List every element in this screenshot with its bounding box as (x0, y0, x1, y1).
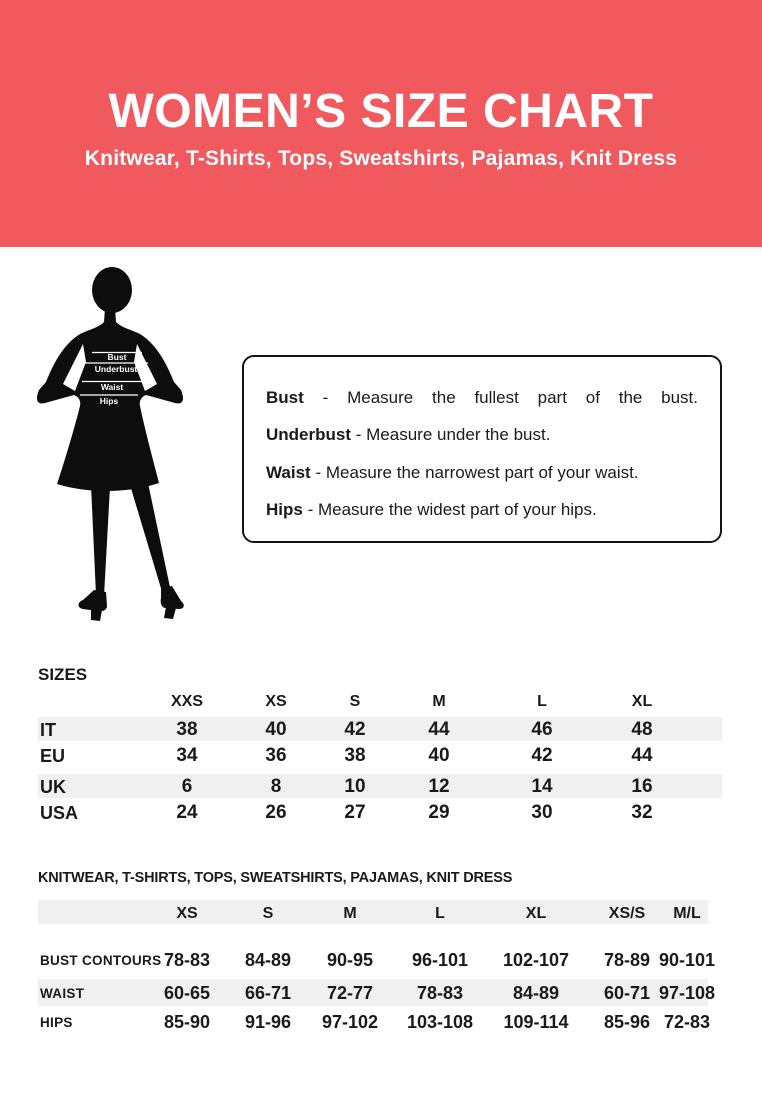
table-cell: 27 (344, 802, 366, 824)
table-cell: 36 (265, 745, 287, 767)
table-cell: 96-101 (411, 950, 469, 970)
table-row-it (38, 715, 722, 743)
measure-line-underbust (266, 416, 698, 453)
table-row-usa (38, 800, 722, 828)
row-label: HIPS (40, 1015, 73, 1030)
page-title: WOMEN’S SIZE CHART (108, 85, 654, 138)
measure-definition: Measure the widest part of your hips. (317, 499, 597, 519)
column-header: L (435, 905, 445, 922)
measure-definition: Measure the narrowest part of your waist. (325, 462, 639, 482)
row-label: WAIST (40, 986, 85, 1001)
column-header: M/L (673, 905, 701, 922)
table-cell: 78-83 (416, 983, 464, 1003)
measure-line-hips (266, 491, 698, 528)
table-row-eu (38, 743, 722, 771)
column-header: L (537, 693, 547, 710)
measure-term: Waist (266, 462, 311, 482)
table-cell: 29 (428, 802, 450, 824)
sizes-table (38, 661, 722, 829)
dash: - (322, 388, 329, 407)
table-row-uk (38, 772, 722, 800)
measure-line-bust (266, 379, 698, 416)
table-cell: 60-65 (163, 983, 211, 1003)
table-cell: 103-108 (406, 1012, 474, 1032)
table-cell: 90-95 (326, 950, 374, 970)
table-cell: 97-108 (658, 983, 716, 1003)
table-cell: 84-89 (512, 983, 560, 1003)
table-cell: 48 (631, 719, 653, 740)
waist-label: Waist (100, 382, 124, 392)
underbust-label: Underbust (94, 364, 138, 374)
table-cell: 32 (631, 802, 653, 824)
column-header: XS (176, 905, 198, 922)
column-header: M (343, 905, 357, 922)
column-header: XS (265, 693, 287, 710)
column-header: XL (525, 905, 547, 922)
table-cell: 60-71 (603, 983, 651, 1003)
dash: - (307, 499, 314, 519)
table-cell: 12 (428, 775, 450, 797)
table-cell: 10 (344, 775, 366, 797)
table-cell: 24 (176, 802, 198, 824)
silhouette-right-heel (164, 607, 176, 619)
row-label: BUST CONTOURS (40, 953, 162, 968)
table-cell: 78-89 (603, 950, 651, 970)
silhouette-right-foot (161, 586, 184, 609)
measurement-guide-box (242, 355, 722, 543)
table-cell: 78-83 (163, 950, 211, 970)
row-label: IT (40, 720, 56, 740)
garment-table (38, 868, 716, 1039)
table-cell: 72-77 (326, 983, 374, 1003)
row-label: UK (40, 776, 66, 797)
measure-line-waist (266, 454, 698, 491)
hips-label: Hips (99, 396, 119, 406)
dash: - (315, 462, 322, 482)
woman-silhouette (28, 258, 188, 630)
table-cell: 85-96 (603, 1012, 651, 1032)
sizes-table-title: SIZES (38, 665, 88, 684)
column-header: M (432, 693, 446, 710)
silhouette-head (92, 267, 132, 313)
table-cell: 42 (531, 745, 553, 767)
table-cell: 8 (270, 775, 282, 797)
table-cell: 85-90 (163, 1012, 211, 1032)
table-cell: 38 (176, 719, 198, 740)
table-cell: 44 (631, 745, 653, 767)
table-cell: 16 (631, 775, 653, 797)
table-cell: 66-71 (244, 983, 292, 1003)
table-cell: 34 (176, 745, 198, 767)
row-label: USA (40, 803, 79, 824)
table-cell: 97-102 (321, 1012, 379, 1032)
measure-term: Hips (266, 499, 303, 519)
table-cell: 40 (428, 745, 450, 767)
column-header: S (262, 905, 274, 922)
column-header: XL (631, 693, 653, 710)
measure-term: Bust (266, 388, 304, 407)
table-cell: 109-114 (503, 1012, 569, 1032)
table-cell: 44 (428, 719, 450, 740)
column-header: S (349, 693, 361, 710)
table-cell: 6 (181, 775, 193, 797)
table-cell: 14 (531, 775, 553, 797)
column-header: XS/S (608, 905, 646, 922)
measure-term: Underbust (266, 425, 351, 445)
header-banner (0, 0, 762, 247)
sizes-header-row (38, 688, 722, 715)
silhouette-left-foot (79, 590, 108, 611)
table-row-waist (38, 977, 716, 1008)
measure-definition: Measure under the bust. (366, 425, 551, 445)
table-cell: 42 (344, 719, 366, 740)
table-cell: 38 (344, 745, 366, 767)
table-cell: 91-96 (244, 1012, 292, 1032)
column-header: XXS (170, 693, 203, 710)
table-cell: 46 (531, 719, 553, 740)
row-label: EU (40, 746, 66, 767)
page-subtitle: Knitwear, T-Shirts, Tops, Sweatshirts, Pajamas, Knit Dress (84, 147, 678, 170)
dash: - (355, 425, 362, 445)
garment-table-title: KNITWEAR, T-SHIRTS, TOPS, SWEATSHIRTS, PAJAMAS, KNIT DRESS (38, 870, 513, 886)
silhouette-right-leg (130, 483, 171, 595)
garment-header-row (38, 898, 708, 926)
table-cell: 26 (265, 802, 287, 824)
silhouette-left-leg (91, 485, 110, 596)
table-cell: 90-101 (658, 950, 716, 970)
table-cell: 102-107 (502, 950, 570, 970)
measure-definition: Measure the fullest part of the bust. (347, 388, 699, 407)
bust-label: Bust (107, 352, 127, 362)
silhouette-left-heel (91, 609, 102, 621)
table-cell: 30 (531, 802, 553, 824)
table-row-bust-contours (38, 946, 716, 977)
table-cell: 84-89 (244, 950, 292, 970)
table-cell: 40 (265, 719, 287, 740)
table-row-hips (38, 1008, 711, 1039)
table-cell: 72-83 (663, 1012, 711, 1032)
